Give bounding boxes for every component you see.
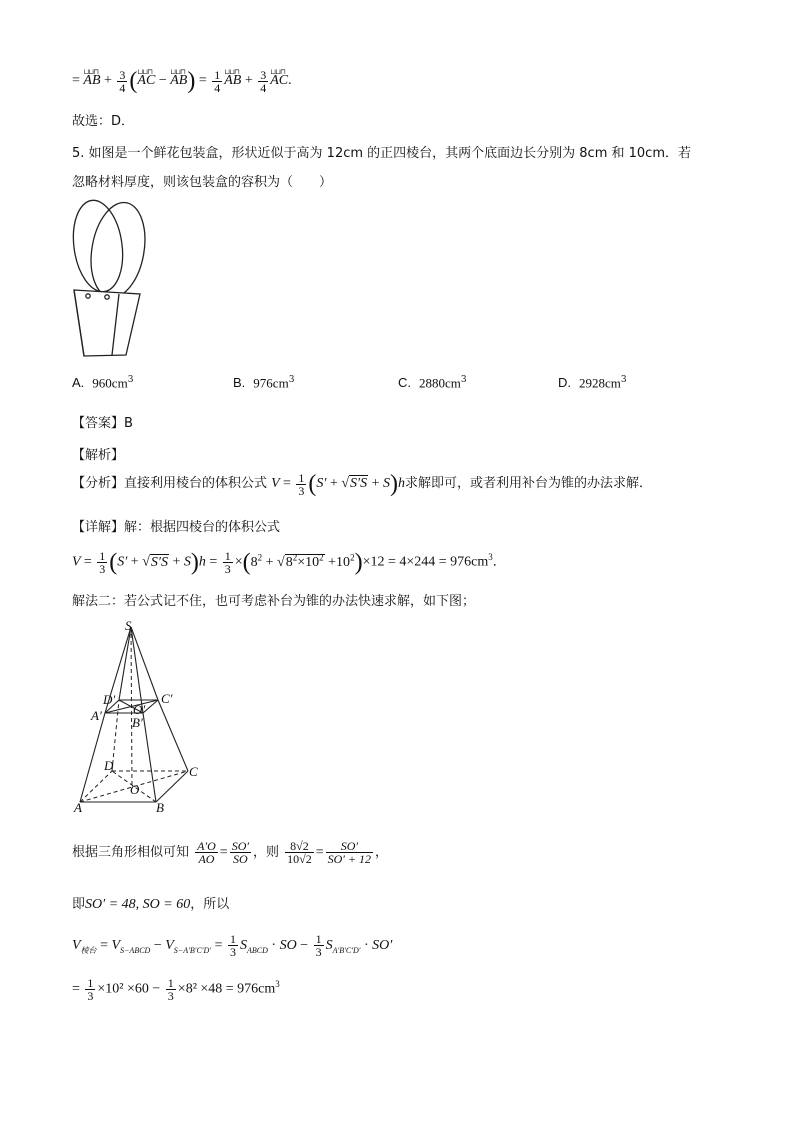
result-line: 即SO′ = 48, SO = 60，所以 — [72, 897, 230, 912]
flower-box-figure — [70, 198, 160, 360]
svg-text:C: C — [189, 764, 198, 779]
similarity-line: 根据三角形相似可知 $\frac{A'O}{AO}$ = $\frac{SO'}{SO}$ ，则 $\frac{8√2}{10√2}$ = $\frac{SO'}{SO' + 12}$ ， — [72, 839, 389, 866]
analysis-heading: 【解析】 — [72, 448, 125, 463]
choose-answer: 故选：D． — [72, 114, 135, 129]
answer-line: 【答案】B — [72, 416, 133, 431]
option-b[interactable]: B. $976cm^3$ — [233, 375, 295, 391]
svg-text:B′: B′ — [132, 715, 143, 730]
method-two: 解法二：若公式记不住，也可考虑补台为锥的办法快速求解，如下图； — [72, 594, 476, 609]
question-line-2: 忽略材料厚度，则该包装盒的容积为（ ） — [72, 175, 333, 190]
svg-text:S: S — [125, 618, 132, 633]
volume-difference: $V_{棱台} = V_{S-ABCD} - V_{S-A'B'C'D'}$ = $\frac{1}{3}$ $S_{ABCD}$ · SO − $\frac{1}{3}$ $S_{A'B'C'D'} \cdot SO'$ — [72, 932, 393, 960]
vector-expression: = ⊔⊔⊓ AB + $\frac{3}{4}$ (⊔⊔⊓ AC − ⊔⊔⊓ AB) = $\frac{1}{4}$ ⊔⊔⊓ AB + $\frac{3}{4}$ ⊔⊔⊓ AC. — [72, 64, 292, 98]
fenxi-line: 【分析】直接利用棱台的体积公式 V = $\frac{1}{3}$ (S′ + √S′S + S)h求解即可，或者利用补台为锥的办法求解． — [72, 470, 653, 498]
final-calculation: = $\frac{1}{3}$ ×10² ×60 − $\frac{1}{3}$ $\times 8^2 \times 48 = 976cm^3$ — [72, 975, 280, 1003]
option-c[interactable]: C. $2880cm^3$ — [398, 375, 467, 391]
frustum-pyramid-figure — [70, 614, 210, 819]
svg-text:D: D — [104, 758, 114, 773]
svg-text:O: O — [130, 782, 140, 797]
svg-text:D′: D′ — [103, 692, 116, 707]
svg-text:C′: C′ — [161, 691, 173, 706]
option-d[interactable]: D. $2928cm^3$ — [558, 375, 627, 391]
question-line-1: 5. 如图是一个鲜花包装盒，形状近似于高为 12cm 的正四棱台，其两个底面边长分别为 8cm 和 10cm．若 — [72, 146, 691, 161]
xiangjie-line: 【详解】解：根据四棱台的体积公式 — [72, 520, 281, 535]
option-a[interactable]: A. $960cm^3$ — [72, 375, 134, 391]
volume-calculation: V = $\frac{1}{3}$ (S′ + √S′S + S)h = $\frac{1}{3}$ $\times(8^2 + √8^2\times 10^2 +10^2)\times 12 = 4\times 244 = 976cm^3$． — [72, 548, 506, 576]
svg-text:O′: O′ — [133, 702, 146, 717]
svg-text:B: B — [156, 800, 164, 815]
svg-text:A′: A′ — [91, 708, 102, 723]
svg-text:A: A — [74, 800, 82, 815]
